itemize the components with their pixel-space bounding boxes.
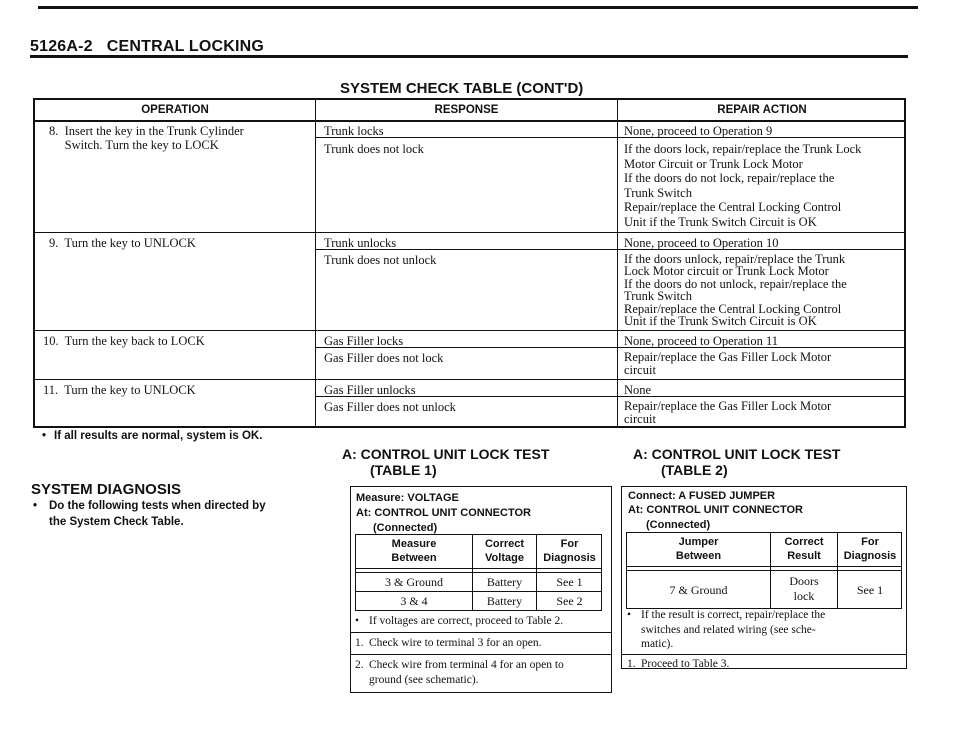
- response-gas-filler-locks: Gas Filler locks: [324, 334, 404, 348]
- bullet-icon: •: [355, 615, 360, 627]
- test2-title: A: CONTROL UNIT LOCK TEST (TABLE 2): [633, 446, 841, 478]
- test2-r1-result: Doors lock: [789, 574, 819, 603]
- test1-r1-diag: See 1: [556, 575, 583, 589]
- test1-connected: (Connected): [373, 522, 438, 534]
- system-check-table: [33, 98, 906, 428]
- bullet-icon: •: [33, 500, 38, 512]
- test2-notes: • If the result is correct, repair/replace the switches and related wiring (see sche- matic). 1. Proceed to Table 3.: [627, 608, 901, 671]
- page-title: 5126A-2 CENTRAL LOCKING: [30, 38, 265, 55]
- test1-r1-measure: 3 & Ground: [385, 575, 443, 589]
- test2-grid: [626, 532, 902, 609]
- response-gas-filler-not-lock: Gas Filler does not lock: [324, 351, 444, 365]
- operation-8: 8. Insert the key in the Trunk Cylinder Switch. Turn the key to LOCK: [49, 124, 244, 152]
- operation-11: 11. Turn the key to UNLOCK: [43, 383, 196, 397]
- action-11b: Repair/replace the Gas Filler Lock Motor circuit: [624, 399, 832, 426]
- test2-col-jumper: Jumper Between: [675, 536, 722, 562]
- diagnosis-bullet: • Do the following tests when directed by the System Check Table.: [33, 500, 266, 528]
- action-11a: None: [624, 383, 652, 397]
- test1-title: A: CONTROL UNIT LOCK TEST (TABLE 1): [342, 446, 550, 478]
- response-trunk-locks: Trunk locks: [324, 124, 384, 138]
- test1-col-correct: Correct Voltage: [484, 538, 525, 564]
- action-8b: If the doors lock, repair/replace the Trunk Lock Motor Circuit or Trunk Lock Motor If the doors do not lock, repair/replace the Trunk Switch Repair/replace the Central Locking Control Unit if the Trunk Switch Circuit is OK: [624, 142, 862, 229]
- test1-col-diagnosis: For Diagnosis: [543, 538, 596, 564]
- response-gas-filler-not-unlock: Gas Filler does not unlock: [324, 400, 456, 414]
- test2-connected: (Connected): [646, 519, 711, 531]
- test1-r1-correct: Battery: [486, 575, 523, 589]
- response-trunk-not-lock: Trunk does not lock: [324, 142, 424, 156]
- action-9a: None, proceed to Operation 10: [624, 236, 779, 250]
- bullet-icon: •: [42, 430, 47, 442]
- header-repair-action: REPAIR ACTION: [717, 104, 807, 116]
- test2-r1-diag: See 1: [856, 583, 884, 597]
- action-10b: Repair/replace the Gas Filler Lock Motor circuit: [624, 350, 832, 377]
- diagnosis-title: SYSTEM DIAGNOSIS: [31, 481, 182, 498]
- test2-at: At: CONTROL UNIT CONNECTOR: [628, 504, 803, 516]
- header-response: RESPONSE: [434, 104, 499, 116]
- test1-notes: • If voltages are correct, proceed to Table 2. 1. Check wire to terminal 3 for an open. 2. Check wire from terminal 4 for an open to ground (see schematic).: [355, 614, 607, 688]
- test2-connect: Connect: A FUSED JUMPER: [628, 490, 776, 502]
- top-rule: [38, 6, 918, 9]
- response-trunk-unlocks: Trunk unlocks: [324, 236, 397, 250]
- table-title: SYSTEM CHECK TABLE (CONT'D): [340, 80, 584, 97]
- test1-r2-correct: Battery: [486, 594, 523, 608]
- response-trunk-not-unlock: Trunk does not unlock: [324, 253, 437, 267]
- test2-col-diagnosis: For Diagnosis: [843, 536, 897, 562]
- test2-r1-jumper: 7 & Ground: [669, 583, 728, 597]
- table-footnote: • If all results are normal, system is OK.: [42, 430, 263, 442]
- action-10a: None, proceed to Operation 11: [624, 334, 778, 348]
- test2-col-correct: Correct Result: [784, 536, 824, 562]
- bullet-icon: •: [627, 609, 632, 621]
- test1-measure: Measure: VOLTAGE: [356, 492, 459, 504]
- test1-col-measure: Measure Between: [391, 538, 437, 564]
- test1-grid: [355, 534, 602, 611]
- operation-10: 10. Turn the key back to LOCK: [43, 334, 205, 348]
- header-operation: OPERATION: [141, 104, 209, 116]
- action-8a: None, proceed to Operation 9: [624, 124, 773, 138]
- response-gas-filler-unlocks: Gas Filler unlocks: [324, 383, 416, 397]
- test1-r2-diag: See 2: [556, 594, 583, 608]
- test1-at: At: CONTROL UNIT CONNECTOR: [356, 507, 531, 519]
- operation-9: 9. Turn the key to UNLOCK: [49, 236, 196, 250]
- action-9b: If the doors unlock, repair/replace the Trunk Lock Motor circuit or Trunk Lock Motor If the doors do not unlock, repair/replace the Trunk Switch Repair/replace the Central Locking Control Unit if the Trunk Switch Circuit is OK: [624, 252, 847, 329]
- test1-r2-measure: 3 & 4: [400, 594, 428, 608]
